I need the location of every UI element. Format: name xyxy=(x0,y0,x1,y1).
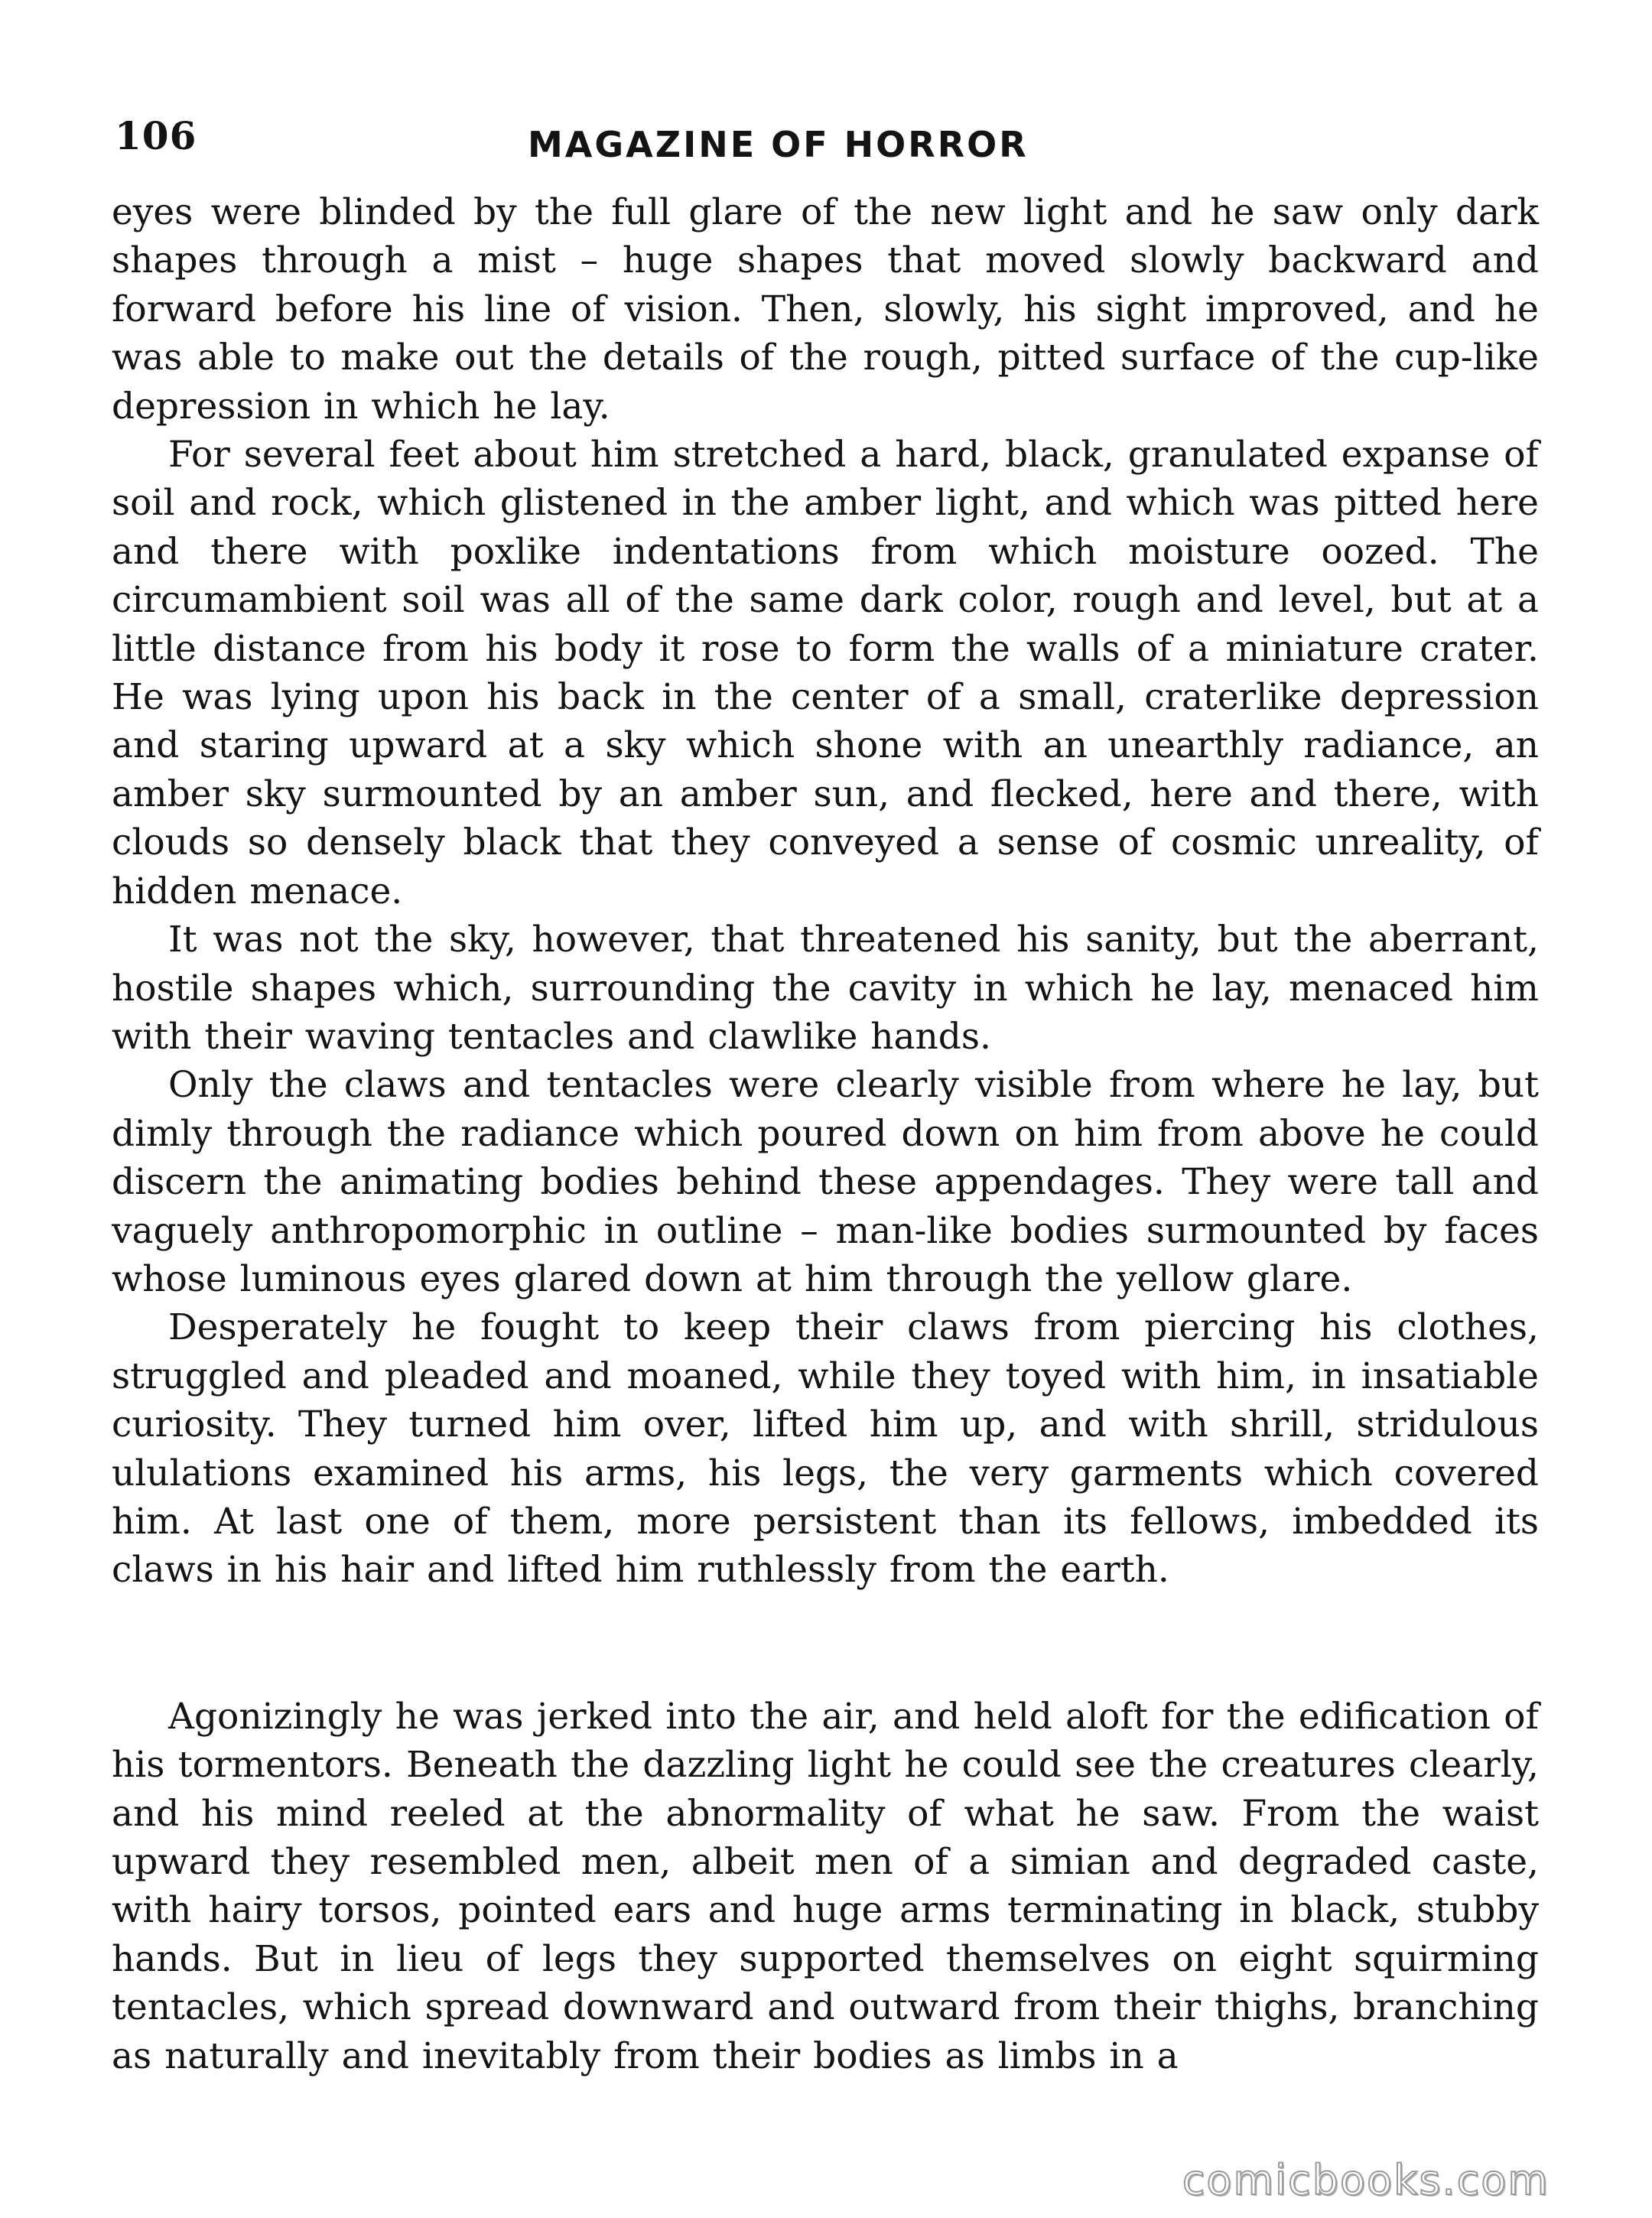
paragraph: Desperately he fought to keep their claws from piercing his clothes, struggled and pleaded and moaned, while they toyed with him, in insatiable curiosity. They turned him over, lifted him up, and with shrill, stridulous ululations examined his arms, his legs, the very garments which covered him. At last one of them, more persistent than its fellows, imbedded its claws in his hair and lifted him ruthlessly from the earth. xyxy=(112,1306,1539,1592)
paragraph: Agonizingly he was jerked into the air, and held aloft for the edification of his tormentors. Beneath the dazzling light he could see the creatures clearly, and his mind reeled at the abnormality of what he saw. From the waist upward they resembled men, albeit men of a simian and degraded caste, with hairy torsos, pointed ears and huge arms terminating in black, stubby hands. But in lieu of legs they supported themselves on eight squirming tentacles, which spread downward and outward from their thighs, branching as naturally and inevitably from their bodies as limbs in a xyxy=(112,1695,1539,2077)
body-text xyxy=(112,188,1539,2080)
paragraph: Only the claws and tentacles were clearly visible from where he lay, but dimly through the radiance which poured down on him from above he could discern the animating bodies behind these appendages. They were tall and vaguely anthropomorphic in outline – man-like bodies surmounted by faces whose luminous eyes glared down at him through the yellow glare. xyxy=(112,1064,1539,1300)
paragraph-continued: eyes were blinded by the full glare of the new light and he saw only dark shapes through a mist – huge shapes that moved slowly backward and forward before his line of vision. Then, slowly, his sight improved, and he was able to make out the details of the rough, pitted surface of the cup-like depression in which he lay. xyxy=(112,191,1539,428)
page-number: 106 xyxy=(115,113,197,158)
watermark: comicbooks.com xyxy=(1182,2156,1550,2204)
paragraph: It was not the sky, however, that threatened his sanity, but the aberrant, hostile shapes which, surrounding the cavity in which he lay, menaced him with their waving tentacles and clawlike hands. xyxy=(112,919,1539,1058)
running-head: MAGAZINE OF HORROR xyxy=(528,124,1029,165)
paragraph: For several feet about him stretched a hard, black, granulated expanse of soil and rock, which glistened in the amber light, and which was pitted here and there with poxlike indentations from which moisture oozed. The circumambient soil was all of the same dark color, rough and level, but at a little distance from his body it rose to form the walls of a miniature crater. He was lying upon his back in the center of a small, craterlike depression and staring upward at a sky which shone with an unearthly radiance, an amber sky surmounted by an amber sun, and flecked, here and there, with clouds so densely black that they conveyed a sense of cosmic unreality, of hidden menace. xyxy=(112,434,1539,912)
section-break xyxy=(112,1595,1539,1693)
